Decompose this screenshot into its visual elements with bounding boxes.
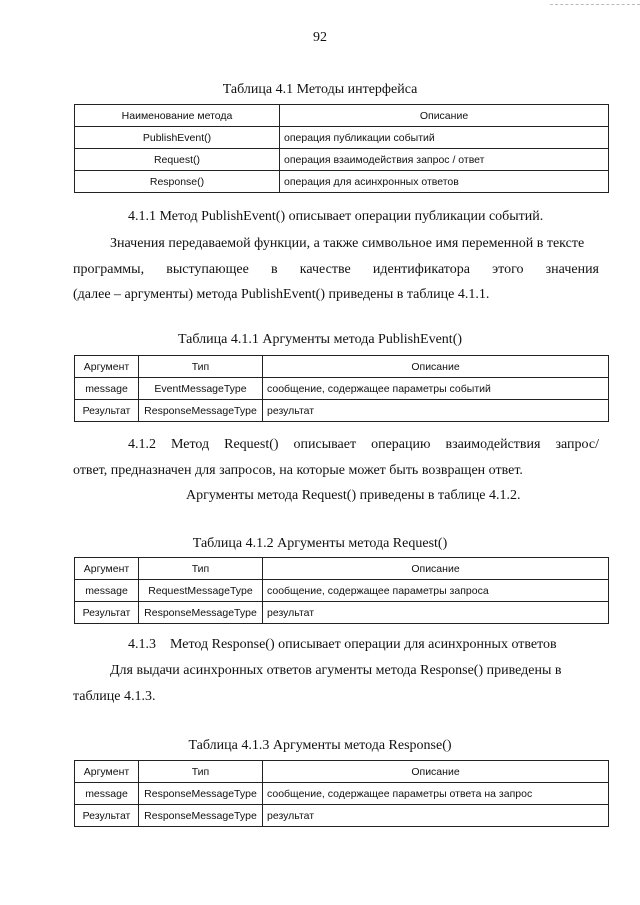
description-cell: сообщение, содержащее параметры запроса bbox=[263, 580, 609, 602]
word: качестве bbox=[299, 262, 351, 277]
type-cell: ResponseMessageType bbox=[139, 602, 263, 624]
header-argument: Аргумент bbox=[75, 558, 139, 580]
word: значения bbox=[545, 262, 599, 277]
table-row bbox=[75, 805, 609, 827]
method-name-cell: Response() bbox=[75, 171, 280, 193]
table-header-row bbox=[75, 558, 609, 580]
header-argument: Аргумент bbox=[75, 761, 139, 783]
table-4-1-3-caption: Таблица 4.1.3 Аргументы метода Response() bbox=[188, 738, 452, 753]
word: в bbox=[270, 262, 278, 277]
table-row bbox=[75, 149, 609, 171]
section-4-1-1-text-line: Значения передаваемой функции, а также символьное имя переменной в тексте bbox=[110, 236, 585, 251]
table-row bbox=[75, 378, 609, 400]
table-header-row bbox=[75, 761, 609, 783]
scan-edge-line bbox=[550, 4, 640, 5]
description-cell: сообщение, содержащее параметры ответа на запрос bbox=[263, 783, 609, 805]
word: этого bbox=[492, 262, 524, 277]
section-4-1-3-text-line: таблице 4.1.3. bbox=[73, 689, 156, 704]
table-4-1-1 bbox=[74, 355, 609, 422]
word: выступающее bbox=[166, 262, 249, 277]
section-4-1-2-text-line: ответ, предназначен для запросов, на которые может быть возвращен ответ. bbox=[73, 463, 523, 478]
table-header-row bbox=[75, 105, 609, 127]
header-type: Тип bbox=[139, 356, 263, 378]
type-cell: RequestMessageType bbox=[139, 580, 263, 602]
table-4-1 bbox=[74, 104, 609, 193]
table-4-1-2 bbox=[74, 557, 609, 624]
section-4-1-3-text-line: Для выдачи асинхронных ответов агументы метода Response() приведены в bbox=[110, 663, 562, 678]
table-row bbox=[75, 580, 609, 602]
description-cell: результат bbox=[263, 602, 609, 624]
word: идентификатора bbox=[372, 262, 470, 277]
word: Request() bbox=[224, 437, 279, 452]
table-header-row bbox=[75, 356, 609, 378]
table-row bbox=[75, 400, 609, 422]
header-description: Описание bbox=[263, 558, 609, 580]
type-cell: ResponseMessageType bbox=[139, 805, 263, 827]
table-4-1-caption: Таблица 4.1 Методы интерфейса bbox=[222, 82, 418, 97]
argument-cell: Результат bbox=[75, 400, 139, 422]
description-cell: операция взаимодействия запрос / ответ bbox=[280, 149, 609, 171]
header-type: Тип bbox=[139, 558, 263, 580]
word: запрос/ bbox=[555, 437, 599, 452]
table-4-1-1-caption: Таблица 4.1.1 Аргументы метода PublishEvent() bbox=[177, 332, 463, 347]
table-row bbox=[75, 127, 609, 149]
table-row bbox=[75, 171, 609, 193]
word: программы, bbox=[73, 262, 145, 277]
header-description: Описание bbox=[263, 761, 609, 783]
word: Метод bbox=[170, 437, 210, 452]
argument-cell: message bbox=[75, 783, 139, 805]
header-type: Тип bbox=[139, 761, 263, 783]
type-cell: ResponseMessageType bbox=[139, 783, 263, 805]
section-4-1-2-text-line: Аргументы метода Request() приведены в таблице 4.1.2. bbox=[186, 488, 521, 503]
description-cell: результат bbox=[263, 400, 609, 422]
section-4-1-2-heading bbox=[128, 436, 599, 453]
method-name-cell: Request() bbox=[75, 149, 280, 171]
argument-cell: message bbox=[75, 580, 139, 602]
table-row bbox=[75, 783, 609, 805]
page-number: 92 bbox=[313, 30, 327, 45]
word: 4.1.2 bbox=[128, 437, 156, 452]
section-4-1-1-text-line: (далее – аргументы) метода PublishEvent() приведены в таблице 4.1.1. bbox=[73, 287, 490, 302]
method-name-cell: PublishEvent() bbox=[75, 127, 280, 149]
type-cell: ResponseMessageType bbox=[139, 400, 263, 422]
table-row bbox=[75, 602, 609, 624]
description-cell: операция для асинхронных ответов bbox=[280, 171, 609, 193]
description-cell: операция публикации событий bbox=[280, 127, 609, 149]
section-4-1-1-text-line bbox=[73, 261, 599, 278]
word: операцию bbox=[371, 437, 431, 452]
description-cell: сообщение, содержащее параметры событий bbox=[263, 378, 609, 400]
table-4-1-3 bbox=[74, 760, 609, 827]
word: взаимодействия bbox=[445, 437, 541, 452]
word: описывает bbox=[293, 437, 357, 452]
description-cell: результат bbox=[263, 805, 609, 827]
header-argument: Аргумент bbox=[75, 356, 139, 378]
table-4-1-2-caption: Таблица 4.1.2 Аргументы метода Request() bbox=[192, 536, 448, 551]
argument-cell: Результат bbox=[75, 602, 139, 624]
header-method-name: Наименование метода bbox=[75, 105, 280, 127]
argument-cell: message bbox=[75, 378, 139, 400]
section-4-1-1-heading: 4.1.1 Метод PublishEvent() описывает операции публикации событий. bbox=[128, 209, 544, 224]
section-4-1-3-heading: 4.1.3 Метод Response() описывает операции для асинхронных ответов bbox=[128, 637, 557, 652]
argument-cell: Результат bbox=[75, 805, 139, 827]
header-description: Описание bbox=[280, 105, 609, 127]
type-cell: EventMessageType bbox=[139, 378, 263, 400]
header-description: Описание bbox=[263, 356, 609, 378]
